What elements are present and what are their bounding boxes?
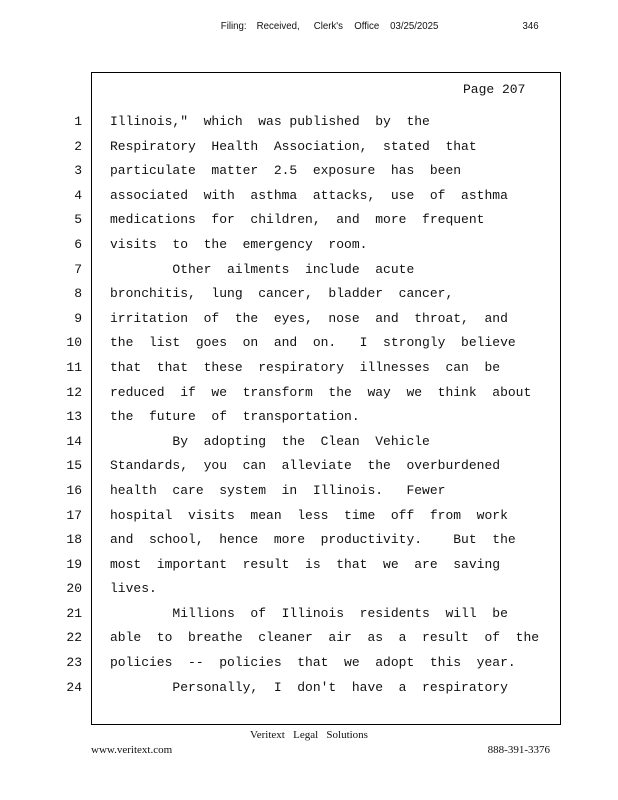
line-text: irritation of the eyes, nose and throat, and: [110, 310, 508, 326]
line-number: 23: [66, 655, 82, 671]
transcript-line: [0, 356, 618, 381]
line-number: 4: [74, 187, 82, 203]
line-text: visits to the emergency room.: [110, 236, 368, 252]
line-text: medications for children, and more frequent: [110, 212, 485, 228]
transcript-line: [0, 110, 618, 135]
transcript-line: [0, 184, 618, 209]
received-label: Received,: [256, 20, 300, 32]
line-number: 19: [66, 556, 82, 572]
line-number: 20: [66, 581, 82, 597]
transcript-line: [0, 430, 618, 455]
footer-website: www.veritext.com: [91, 744, 173, 756]
transcript-line: [0, 159, 618, 184]
line-number: 6: [74, 236, 82, 252]
line-text: the future of transportation.: [110, 409, 360, 425]
line-number: 15: [66, 458, 82, 474]
line-number: 14: [66, 433, 82, 449]
line-text: and school, hence more productivity. But the: [110, 532, 516, 548]
line-text: the list goes on and on. I strongly believe: [110, 335, 516, 351]
line-text: hospital visits mean less time off from work: [110, 507, 508, 523]
transcript-line: [0, 504, 618, 529]
filing-header: [0, 20, 569, 40]
transcript-line: [0, 258, 618, 283]
page-number: Page 207: [463, 82, 526, 97]
line-text: Respiratory Health Association, stated that: [110, 138, 477, 154]
transcript-line: [0, 553, 618, 578]
line-number: 3: [74, 163, 82, 179]
line-number: 17: [66, 507, 82, 523]
line-text: lives.: [110, 581, 157, 597]
line-number: 21: [66, 605, 82, 621]
line-number: 1: [74, 114, 82, 129]
footer-phone: 888-391-3376: [487, 744, 550, 756]
transcript-line: [0, 602, 618, 627]
transcript-line: [0, 454, 618, 479]
line-text: most important result is that we are saving: [110, 556, 501, 572]
line-number: 18: [66, 532, 82, 548]
line-text: able to breathe cleaner air as a result of the: [110, 630, 540, 646]
line-text: associated with asthma attacks, use of asthma: [110, 187, 508, 203]
transcript-line: [0, 479, 618, 504]
filing-label: Filing:: [220, 20, 247, 32]
line-text: reduced if we transform the way we think about: [110, 384, 532, 400]
transcript-line: [0, 577, 618, 602]
line-text: Other ailments include acute: [110, 261, 415, 277]
transcript-line: [0, 528, 618, 553]
line-number: 13: [66, 409, 82, 425]
line-number: 12: [66, 384, 82, 400]
transcript-body: [0, 110, 618, 700]
line-text: particulate matter 2.5 exposure has been: [110, 163, 462, 179]
line-text: By adopting the Clean Vehicle: [110, 433, 430, 449]
line-text: that that these respiratory illnesses can be: [110, 359, 501, 375]
line-number: 16: [66, 482, 82, 498]
transcript-line: [0, 307, 618, 332]
transcript-line: [0, 381, 618, 406]
line-number: 7: [74, 261, 82, 277]
line-number: 9: [74, 310, 82, 326]
line-number: 2: [74, 138, 82, 154]
line-number: 24: [66, 679, 82, 695]
line-text: Personally, I don't have a respiratory: [110, 679, 508, 695]
line-number: 5: [74, 212, 82, 228]
transcript-line: [0, 405, 618, 430]
line-number: 10: [66, 335, 82, 351]
office-label: Office: [354, 20, 380, 32]
filing-date: 03/25/2025: [390, 20, 439, 32]
transcript-line: [0, 626, 618, 651]
transcript-line: [0, 233, 618, 258]
transcript-line: [0, 651, 618, 676]
line-text: Illinois," which was published by the: [110, 114, 430, 129]
line-number: 8: [74, 286, 82, 302]
transcript-line: [0, 676, 618, 701]
transcript-line: [0, 208, 618, 233]
line-text: policies -- policies that we adopt this year.: [110, 655, 516, 671]
clerks-label: Clerk's: [313, 20, 343, 32]
transcript-line: [0, 331, 618, 356]
sheet-number: 346: [522, 20, 539, 32]
line-text: bronchitis, lung cancer, bladder cancer,: [110, 286, 454, 302]
line-number: 22: [66, 630, 82, 646]
transcript-line: [0, 282, 618, 307]
line-text: Standards, you can alleviate the overburdened: [110, 458, 501, 474]
line-text: health care system in Illinois. Fewer: [110, 482, 446, 498]
transcript-line: [0, 135, 618, 160]
line-number: 11: [66, 359, 82, 375]
line-text: Millions of Illinois residents will be: [110, 605, 508, 621]
footer-company: Veritext Legal Solutions: [250, 729, 368, 741]
